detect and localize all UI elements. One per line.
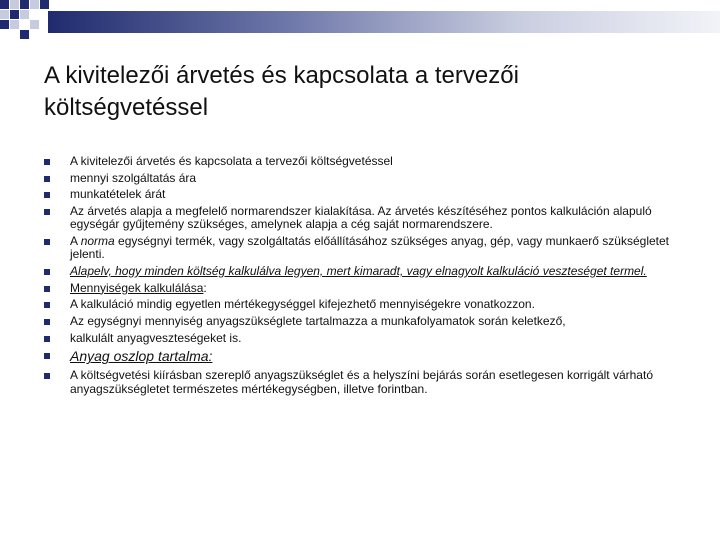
- list-item: [44, 265, 684, 278]
- item-text: kalkulált anyagveszteségeket is.: [70, 330, 242, 345]
- corner-square-12: [30, 20, 39, 29]
- list-item: [44, 172, 684, 185]
- square-bullet-icon: [44, 192, 50, 198]
- list-item: [44, 235, 684, 262]
- bullet-list: [44, 155, 684, 399]
- corner-square-7: [10, 10, 19, 19]
- item-text: mennyi szolgáltatás ára: [70, 170, 197, 185]
- list-item: [44, 315, 684, 328]
- square-bullet-icon: [44, 239, 50, 245]
- square-bullet-icon: [44, 302, 50, 308]
- item-text-post: :: [203, 280, 207, 295]
- list-item: [44, 155, 684, 168]
- item-text: Az egységnyi mennyiség anyagszükséglete tartalmazza a munkafolyamatok során keletkező,: [70, 314, 566, 329]
- list-item: [44, 282, 684, 295]
- square-bullet-icon: [44, 159, 50, 165]
- square-bullet-icon: [44, 373, 50, 379]
- corner-square-11: [20, 30, 29, 39]
- item-text: Anyag oszlop tartalma:: [70, 348, 213, 365]
- corner-square-1: [0, 0, 9, 9]
- corner-square-4: [30, 0, 39, 9]
- item-text: Alapelv, hogy minden költség kalkulálva legyen, mert kimaradt, vagy elnagyolt kalkuláció veszteséget termel.: [70, 264, 647, 279]
- square-bullet-icon: [44, 353, 50, 359]
- corner-square-5: [40, 0, 49, 9]
- list-item: [44, 205, 684, 232]
- corner-square-10: [10, 20, 19, 29]
- slide-title: A kivitelezői árvetés és kapcsolata a tervezői költségvetéssel: [44, 62, 519, 121]
- corner-square-9: [0, 20, 9, 29]
- item-text-pre: A: [70, 234, 81, 249]
- square-bullet-icon: [44, 209, 50, 215]
- corner-square-3: [20, 0, 29, 9]
- item-text: Az árvetés alapja a megfelelő normarendszer kialakítása. Az árvetés készítéséhez pontos kalkuláción alapuló egységár gyűjtemény szükséges, amelynek alapja a cég saját normarendszere.: [70, 204, 652, 232]
- header-gradient-bar: [48, 11, 720, 33]
- square-bullet-icon: [44, 176, 50, 182]
- item-text: A költségvetési kiírásban szereplő anyagszükséglet és a helyszíni bejárás során esetlegesen korrigált várható anyagszükségletet természetes mértékegységben, illetve forintban.: [70, 368, 653, 396]
- item-text: A kalkuláció mindig egyetlen mértékegységgel kifejezhető mennyiségekre vonatkozzon.: [70, 297, 535, 312]
- square-bullet-icon: [44, 336, 50, 342]
- item-text: A kivitelezői árvetés és kapcsolata a tervezői költségvetéssel: [70, 154, 393, 168]
- list-item: [44, 298, 684, 311]
- item-text: munkatételek árát: [70, 187, 166, 202]
- square-bullet-icon: [44, 286, 50, 292]
- list-item: [44, 369, 684, 396]
- corner-square-8: [20, 10, 29, 19]
- item-text-post: egységnyi termék, vagy szolgáltatás előállításához szükséges anyag, gép, vagy munkaerő szükségletet jelenti.: [70, 234, 670, 262]
- item-text-underlined: Mennyiségek kalkulálása: [70, 280, 204, 295]
- list-item: [44, 332, 684, 345]
- corner-square-6: [0, 10, 9, 19]
- list-item: [44, 188, 684, 201]
- list-item: [44, 348, 684, 364]
- square-bullet-icon: [44, 319, 50, 325]
- square-bullet-icon: [44, 269, 50, 275]
- item-text-emphasis: norma: [80, 234, 115, 249]
- corner-square-2: [10, 0, 19, 9]
